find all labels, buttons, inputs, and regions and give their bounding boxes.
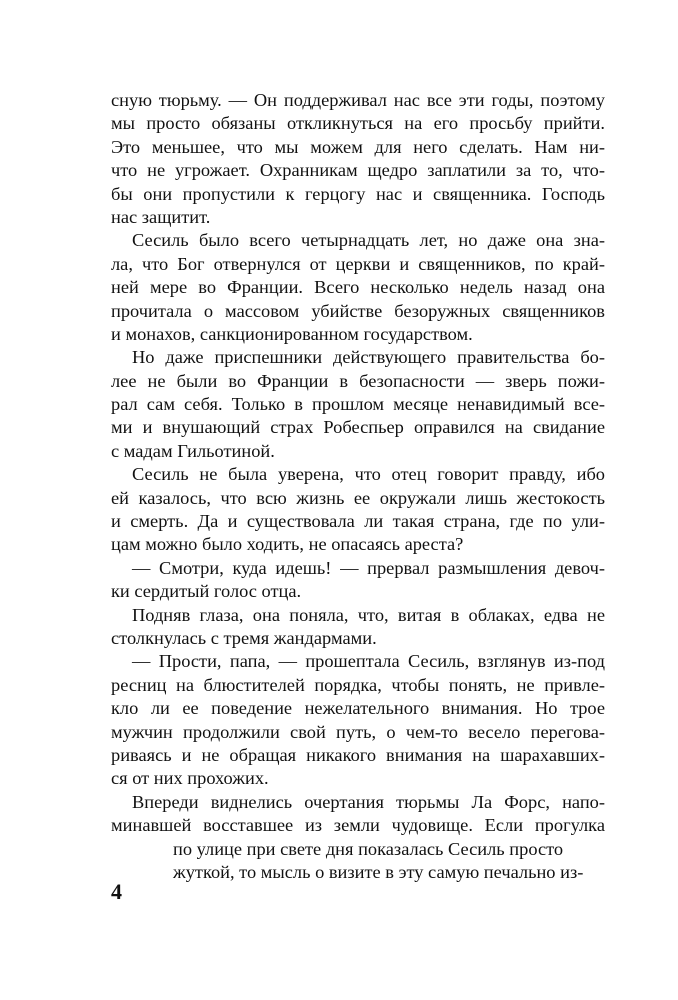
text-line: бы они пропустили к герцогу нас и священника. Господь	[111, 183, 605, 204]
text-line: мужчин продолжили свой путь, о чем-то весело перегова-	[111, 721, 605, 742]
text-line: рал сам себя. Только в прошлом месяце ненавидимый все-	[111, 394, 605, 415]
text-line: ки сердитый голос отца.	[111, 581, 302, 602]
text-line: и монахов, санкционированном государством.	[111, 323, 473, 344]
text-line: риваясь и не обращая никакого внимания на шарахавших-	[111, 744, 605, 765]
text-line: Это меньшее, что мы можем для него сделать. Нам ни-	[111, 136, 605, 157]
text-line: минавшей восставшее из земли чудовище. Если прогулка	[111, 815, 605, 836]
text-line: нас защитит.	[111, 206, 211, 227]
text-line: с мадам Гильотиной.	[111, 440, 275, 461]
text-line: и смерть. Да и существовала ли такая страна, где по ули-	[111, 511, 605, 532]
text-line: ей казалось, что всю жизнь ее окружали лишь жестокость	[111, 487, 605, 508]
text-line: кло ли ее поведение нежелательного внимания. Но трое	[111, 698, 605, 719]
text-line: лее не были во Франции в безопасности — зверь пожи-	[111, 370, 605, 391]
text-line: цам можно было ходить, не опасаясь ареста?	[111, 534, 464, 555]
text-line: Впереди виднелись очертания тюрьмы Ла Форс, напо-	[132, 791, 605, 812]
text-line: Сесиль было всего четырнадцать лет, но даже она зна-	[132, 230, 605, 251]
text-line: столкнулась с тремя жандармами.	[111, 627, 377, 648]
text-line: Сесиль не была уверена, что отец говорит правду, ибо	[132, 464, 605, 485]
page-text	[111, 89, 605, 884]
text-line: — Прости, папа, — прошептала Сесиль, взглянув из-под	[132, 651, 605, 672]
page-number: 4	[111, 879, 122, 904]
text-line: сную тюрьму. — Он поддерживал нас все эти годы, поэтому	[111, 90, 605, 110]
text-line: ресниц на блюстителей порядка, чтобы понять, не привле-	[111, 674, 605, 695]
text-line: мы просто обязаны откликнуться на его просьбу прийти.	[111, 113, 605, 134]
text-line: — Смотри, куда идешь! — прервал размышления девоч-	[132, 557, 605, 578]
text-line: ла, что Бог отвернулся от церкви и священников, по край-	[111, 253, 605, 274]
text-line: ся от них прохожих.	[111, 768, 269, 789]
text-line: жуткой, то мысль о визите в эту самую печально из-	[173, 861, 584, 882]
text-line: ней мере во Франции. Всего несколько недель назад она	[111, 277, 605, 298]
text-line: ми и внушающий страх Робеспьер оправился на свидание	[111, 417, 605, 438]
text-line: прочитала о массовом убийстве безоружных священников	[111, 300, 605, 321]
text-line: по улице при свете дня показалась Сесиль просто	[173, 838, 564, 859]
text-line: Но даже приспешники действующего правительства бо-	[132, 347, 605, 368]
text-line: Подняв глаза, она поняла, что, витая в облаках, едва не	[132, 604, 605, 625]
text-line: что не угрожает. Охранникам щедро заплатили за то, что-	[111, 160, 605, 181]
